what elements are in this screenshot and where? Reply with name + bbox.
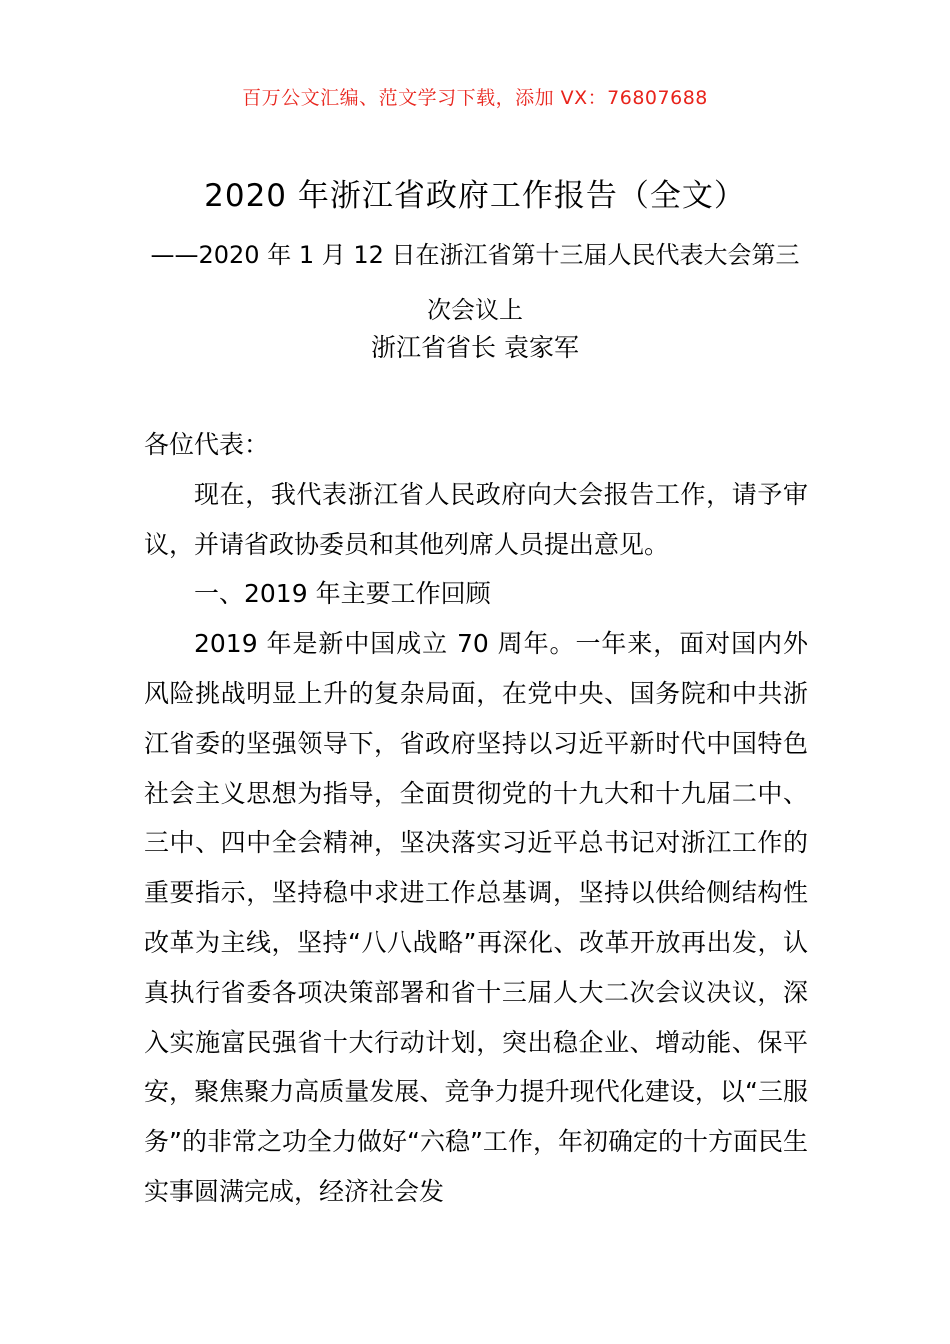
watermark-header-note: 百万公文汇编、范文学习下载，添加 VX：76807688	[242, 87, 708, 109]
salutation: 各位代表：	[144, 430, 270, 459]
paragraph-intro: 现在，我代表浙江省人民政府向大会报告工作，请予审议，并请省政协委员和其他列席人员提出意见。	[144, 479, 808, 559]
section-heading: 一、2019 年主要工作回顾	[194, 579, 491, 609]
paragraph-review: 2019 年是新中国成立 70 周年。一年来，面对国内外风险挑战明显上升的复杂局面，在党中央、国务院和中共浙江省委的坚强领导下，省政府坚持以习近平新时代中国特色社会主义思想为指导，全面贯彻党的十九大和十九届二中、三中、四中全会精神，坚决落实习近平总书记对浙江工作的重要指示，坚持稳中求进工作总基调，坚持以供给侧结构性改革为主线，坚持“八八战略”再深化、改革开放再出发，认真执行省委各项决策部署和省十三届人大二次会议决议，深入实施富民强省十大行动计划，突出稳企业、增动能、保平安，聚焦聚力高质量发展、竞争力提升现代化建设，以“三服务”的非常之功全力做好“六稳”工作，年初确定的十方面民生实事圆满完成，经济社会发	[144, 629, 808, 1206]
document-subtitle: ——2020 年 1 月 12 日在浙江省第十三届人民代表大会第三次会议上	[150, 241, 800, 324]
document-author: 浙江省省长 袁家军	[371, 333, 579, 362]
document-title: 2020 年浙江省政府工作报告（全文）	[204, 178, 746, 214]
document-body	[144, 420, 808, 1217]
